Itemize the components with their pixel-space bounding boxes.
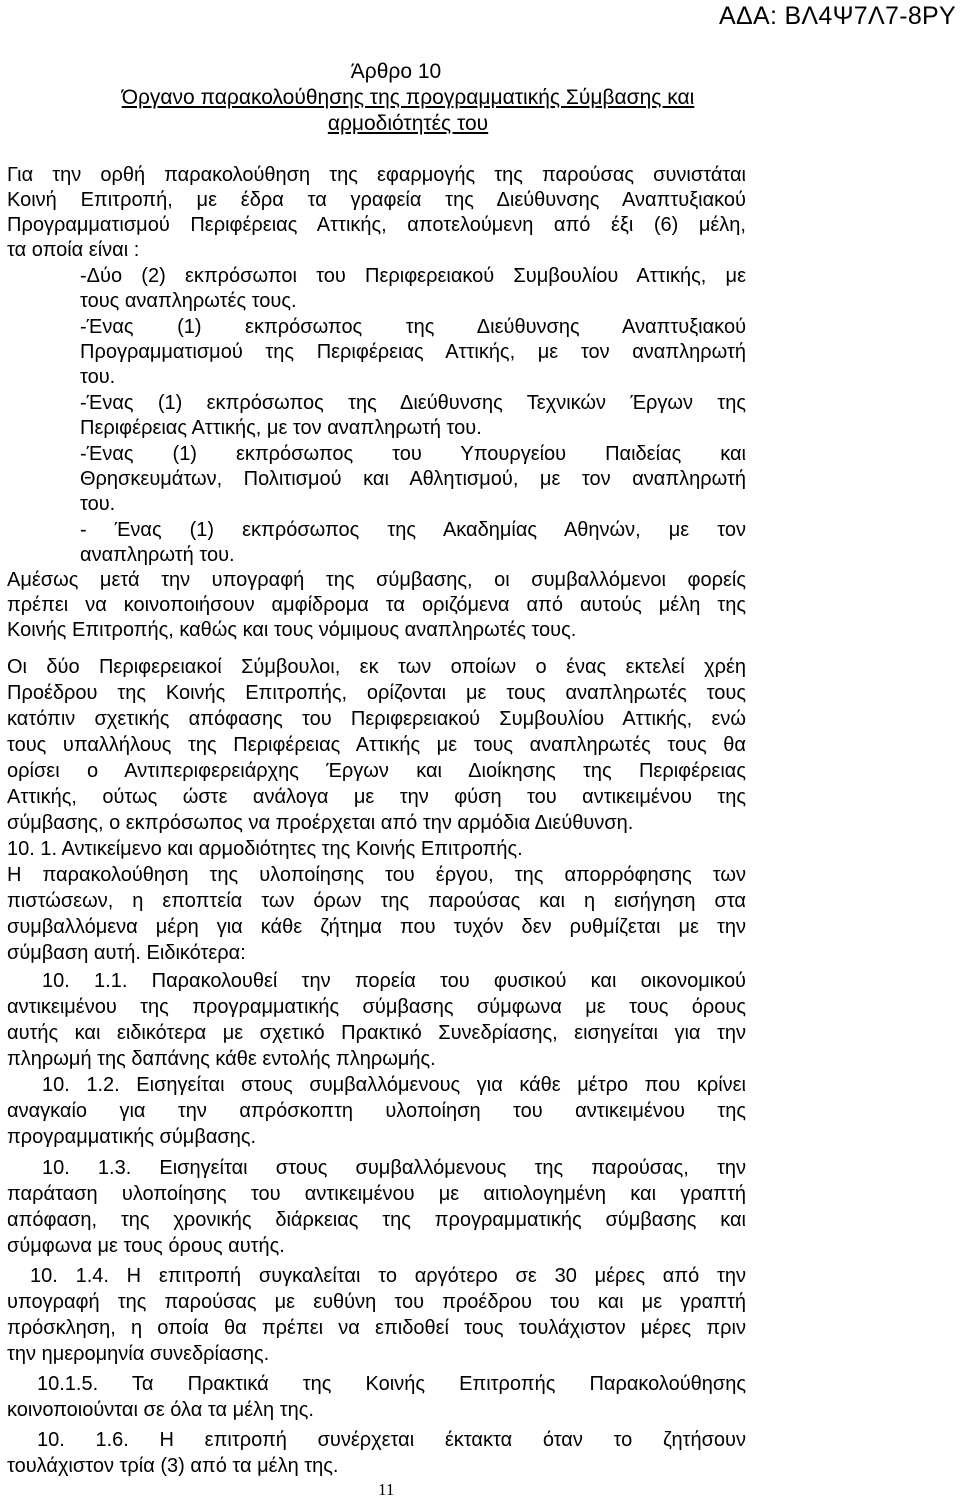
text-line: Αττικής, ούτως ώστε ανάλογα με την φύση του αντικειμένου της (7, 786, 746, 808)
text-line: Προέδρου της Κοινής Επιτροπής, ορίζονται με τους αναπληρωτές τους (7, 682, 746, 704)
text-line: προγραμματικής σύμβασης. (7, 1126, 257, 1148)
page-number: 11 (378, 1480, 395, 1499)
text-line: Κοινή Επιτροπή, με έδρα τα γραφεία της Διεύθυνσης Αναπτυξιακού (7, 189, 746, 211)
text-line: -Ένας (1) εκπρόσωπος του Υπουργείου Παιδείας και (80, 443, 746, 465)
article-title-line-2: αρμοδιότητές του (327, 112, 489, 135)
text-line: του. (80, 366, 116, 388)
text-line: τους υπαλλήλους της Περιφέρειας Αττικής με τους αναπληρωτές τους θα (7, 734, 746, 756)
text-line: αντικειμένου της προγραμματικής σύμβασης σύμφωνα με τους όρους (7, 996, 746, 1018)
text-line: Για την ορθή παρακολούθηση της εφαρμογής της παρούσας συνιστάται (7, 164, 746, 186)
text-line: Αμέσως μετά την υπογραφή της σύμβασης, οι συμβαλλόμενοι φορείς (7, 569, 746, 591)
text-line: τα οποία είναι : (7, 239, 140, 261)
text-line: αναγκαίο για την απρόσκοπτη υλοποίηση του αντικειμένου της (7, 1100, 746, 1122)
section-heading: 10. 1. Αντικείμενο και αρμοδιότητες της Κοινής Επιτροπής. (7, 838, 523, 860)
text-line: 10.1.5. Τα Πρακτικά της Κοινής Επιτροπής Παρακολούθησης (37, 1373, 746, 1395)
text-line: 10. 1.3. Εισηγείται στους συμβαλλόμενους της παρούσας, την (42, 1157, 746, 1179)
text-line: τους αναπληρωτές τους. (80, 290, 297, 312)
article-title-line-1: Όργανο παρακολούθησης της προγραμματικής Σύμβασης και (121, 86, 695, 109)
text-line: Προγραμματισμού της Περιφέρειας Αττικής, με τον αναπληρωτή (80, 341, 746, 363)
text-line: κατόπιν σχετικής απόφασης του Περιφερειακού Συμβουλίου Αττικής, ενώ (7, 708, 746, 730)
text-line: Περιφέρειας Αττικής, με τον αναπληρωτή του. (80, 417, 482, 439)
text-line: Οι δύο Περιφερειακοί Σύμβουλοι, εκ των οποίων ο ένας εκτελεί χρέη (7, 656, 746, 678)
text-line: σύμφωνα με τους όρους αυτής. (7, 1235, 285, 1257)
text-line: τουλάχιστον τρία (3) από τα μέλη της. (7, 1455, 339, 1477)
text-line: υπογραφή της παρούσας με ευθύνη του προέδρου του και με γραπτή (7, 1291, 746, 1313)
article-number: Άρθρο 10 (350, 60, 442, 83)
text-line: 10. 1.1. Παρακολουθεί την πορεία του φυσικού και οικονομικού (42, 970, 746, 992)
text-line: 10. 1.4. Η επιτροπή συγκαλείται το αργότερο σε 30 μέρες από την (30, 1265, 746, 1287)
text-line: 10. 1.2. Εισηγείται στους συμβαλλόμενους για κάθε μέτρο που κρίνει (42, 1074, 746, 1096)
text-line: συμβαλλόμενα μέρη για κάθε ζήτημα που τυχόν δεν ρυθμίζεται με την (7, 916, 746, 938)
ada-code: ΑΔΑ: ΒΛ4Ψ7Λ7-8ΡΥ (719, 2, 956, 30)
text-line: απόφαση, της χρονικής διάρκειας της προγραμματικής σύμβασης και (7, 1209, 746, 1231)
text-line: -Ένας (1) εκπρόσωπος της Διεύθυνσης Αναπτυξιακού (80, 316, 746, 338)
text-line: Η παρακολούθηση της υλοποίησης του έργου, της απορρόφησης των (7, 864, 746, 886)
text-line: 10. 1.6. Η επιτροπή συνέρχεται έκτακτα όταν το ζητήσουν (37, 1429, 746, 1451)
text-line: πρόσκληση, η οποία θα πρέπει να επιδοθεί τους τουλάχιστον μέρες πριν (7, 1317, 746, 1339)
text-line: αυτής και ειδικότερα με σχετικό Πρακτικό Συνεδρίασης, εισηγείται για την (7, 1022, 746, 1044)
text-line: κοινοποιούνται σε όλα τα μέλη της. (7, 1399, 314, 1421)
text-line: του. (80, 493, 116, 515)
text-line: παράταση υλοποίησης του αντικειμένου με αιτιολογημένη και γραπτή (7, 1183, 746, 1205)
text-line: Προγραμματισμού Περιφέρειας Αττικής, αποτελούμενη από έξι (6) μέλη, (7, 214, 746, 236)
text-line: Κοινής Επιτροπής, καθώς και τους νόμιμους αναπληρωτές τους. (7, 619, 577, 641)
text-line: ορίσει ο Αντιπεριφερειάρχης Έργων και Διοίκησης της Περιφέρειας (7, 760, 746, 782)
text-line: πιστώσεων, η εποπτεία των όρων της παρούσας και η εισήγηση στα (7, 890, 746, 912)
text-line: Θρησκευμάτων, Πολιτισμού και Αθλητισμού, με τον αναπληρωτή (80, 468, 746, 490)
text-line: σύμβαση αυτή. Ειδικότερα: (7, 942, 246, 964)
text-line: την ημερομηνία συνεδρίασης. (7, 1343, 270, 1365)
text-line: - Ένας (1) εκπρόσωπος της Ακαδημίας Αθηνών, με τον (80, 519, 746, 541)
text-line: πρέπει να κοινοποιήσουν αμφίδρομα τα οριζόμενα από αυτούς μέλη της (7, 594, 746, 616)
text-line: σύμβασης, ο εκπρόσωπος να προέρχεται από την αρμόδια Διεύθυνση. (7, 812, 634, 834)
text-line: πληρωμή της δαπάνης κάθε εντολής πληρωμής. (7, 1048, 436, 1070)
text-line: -Δύο (2) εκπρόσωποι του Περιφερειακού Συμβουλίου Αττικής, με (80, 265, 746, 287)
text-line: -Ένας (1) εκπρόσωπος της Διεύθυνσης Τεχνικών Έργων της (80, 392, 746, 414)
text-line: αναπληρωτή του. (80, 544, 235, 566)
